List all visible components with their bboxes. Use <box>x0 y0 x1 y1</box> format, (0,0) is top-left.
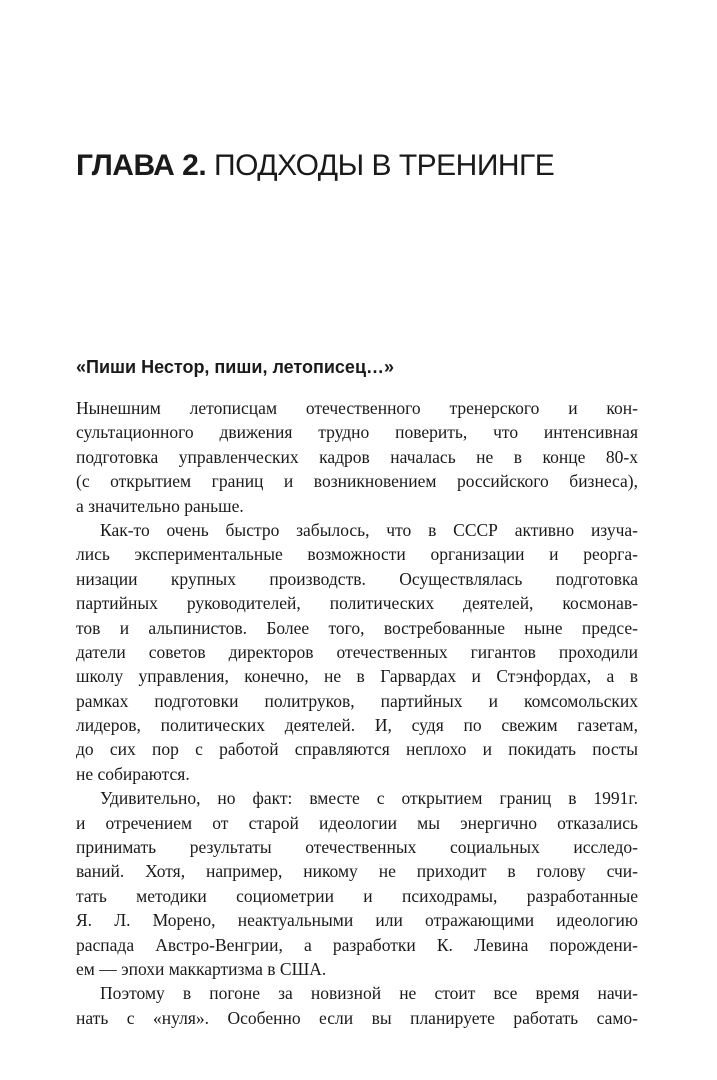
text-line: Нынешним летописцам отечественного тренерского и кон- <box>76 398 638 418</box>
text-line: распада Австро-Венгрии, а разработки К. Левина порождени- <box>76 934 638 955</box>
text-line: нать с «нуля». Особенно если вы планируете работать само- <box>76 1007 638 1028</box>
text-line: принимать результаты отечественных социальных исследо- <box>76 837 638 858</box>
text-line: до сих пор с работой справляются неплохо и покидать посты <box>76 739 638 760</box>
text-line: и отречением от старой идеологии мы энергично отказались <box>76 812 638 833</box>
text-line: партийных руководителей, политических деятелей, космонав- <box>76 593 638 614</box>
text-line: тать методики социометрии и психодрамы, разработанные <box>76 885 638 906</box>
text-line: Как-то очень быстро забылось, что в СССР активно изуча- <box>100 519 638 540</box>
body-text <box>76 396 638 1030</box>
text-line: ваний. Хотя, например, никому не приходит в голову счи- <box>76 861 638 882</box>
chapter-title: ПОДХОДЫ В ТРЕНИНГЕ <box>214 149 555 182</box>
text-line: Я. Л. Морено, неактуальными или отражающими идеологию <box>76 910 638 931</box>
text-line: не собираются. <box>76 763 190 784</box>
text-line: лидеров, политических деятелей. И, судя по свежим газетам, <box>76 715 638 736</box>
text-line: ем — эпохи маккартизма в США. <box>76 958 327 979</box>
text-line: сультационного движения трудно поверить, что интенсивная <box>76 422 638 443</box>
text-line: Поэтому в погоне за новизной не стоит все время начи- <box>100 983 638 1004</box>
text-line: низации крупных производств. Осуществлялась подготовка <box>76 568 638 589</box>
text-line: датели советов директоров отечественных гигантов проходили <box>76 641 638 662</box>
text-line: а значительно раньше. <box>76 495 244 516</box>
chapter-label: ГЛАВА 2. <box>76 149 207 182</box>
text-line: подготовка управленческих кадров началась не в конце 80-х <box>76 446 638 467</box>
text-line: тов и альпинистов. Более того, востребованные ныне предсе- <box>76 617 638 638</box>
text-line: лись экспериментальные возможности организации и реорга- <box>76 544 638 565</box>
text-line: школу управления, конечно, не в Гарвардах и Стэнфордах, а в <box>76 666 638 687</box>
text-line: (с открытием границ и возникновением российского бизнеса), <box>76 471 638 492</box>
text-line: Удивительно, но факт: вместе с открытием границ в 1991г. <box>100 788 638 809</box>
chapter-heading <box>76 148 636 184</box>
section-title: «Пиши Нестор, пиши, летописец…» <box>76 357 395 377</box>
text-line: рамках подготовки политруков, партийных и комсомольских <box>76 690 638 711</box>
